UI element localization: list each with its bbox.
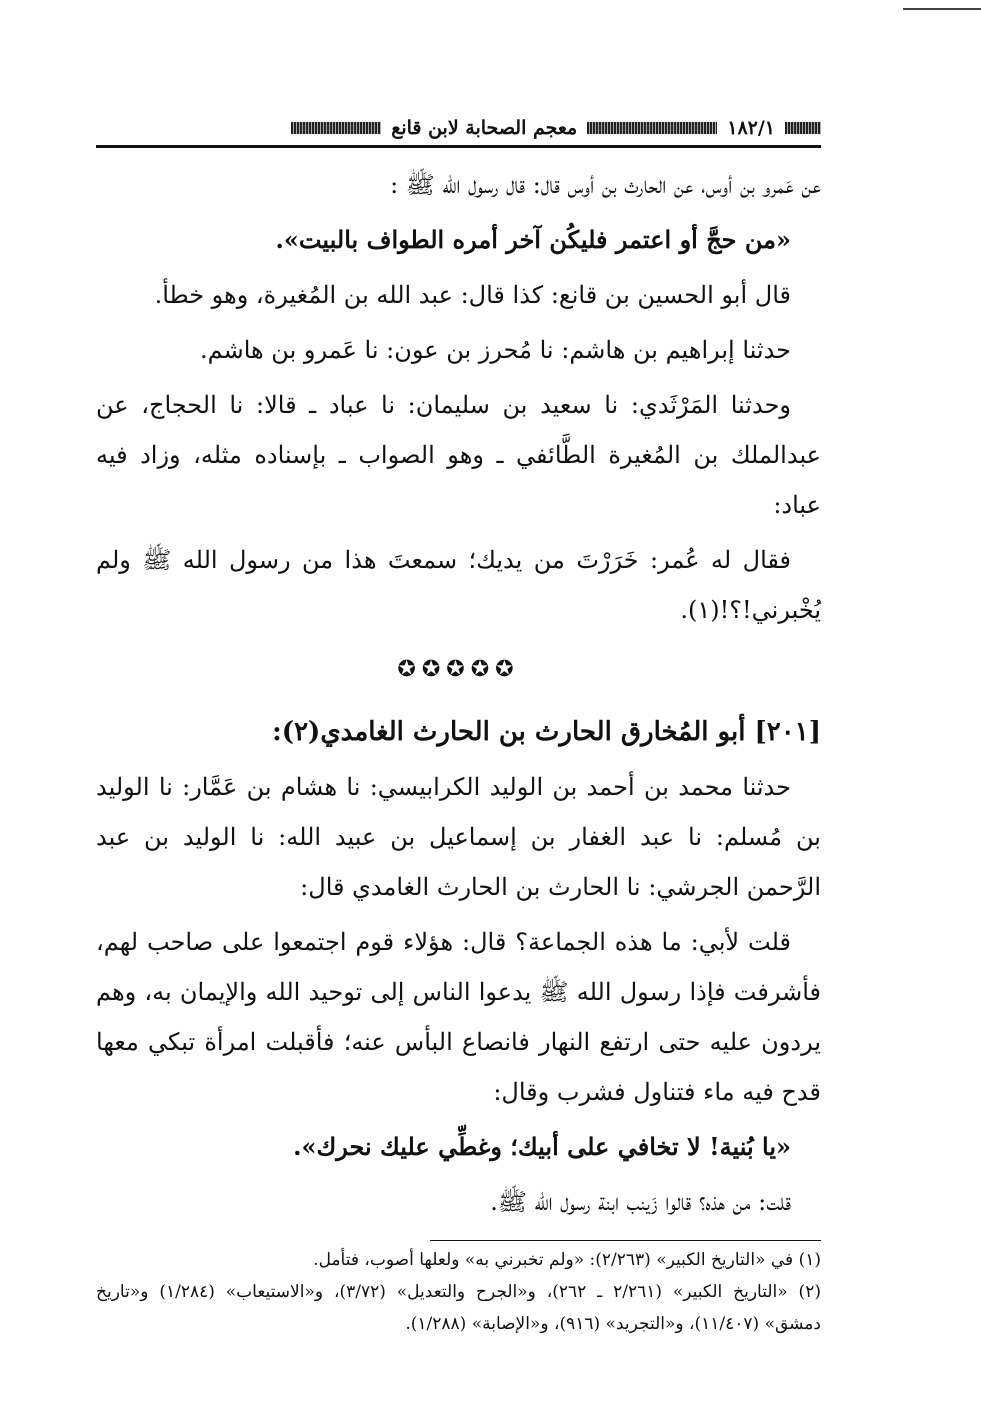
paragraph: قلت: من هذه؟ قالوا زَينب ابنة رسول الله ﷺ. — [490, 1188, 791, 1216]
paragraph: حدثنا إبراهيم بن هاشم: نا مُحرز بن عون: نا عَمرو بن هاشم. — [200, 336, 791, 364]
footnote-rule — [430, 1240, 821, 1241]
header-ornament-bar — [587, 122, 717, 134]
header-ornament-bar — [291, 122, 381, 134]
footnotes — [96, 1244, 821, 1340]
footnote: (١) في «التاريخ الكبير» (٢/٢٦٣): «ولم تخبرني به» ولعلها أصوب، فتأمل. — [313, 1250, 821, 1270]
hadith-quote: «من حجَّ أو اعتمر فليكُن آخر أمره الطواف بالبيت». — [275, 225, 791, 254]
paragraph: قال أبو الحسين بن قانع: كذا قال: عبد الله بن المُغيرة، وهو خطأ. — [154, 281, 791, 309]
hadith-quote: «يا بُنية! لا تخافي على أبيك؛ وغطِّي عليك نحرك». — [293, 1132, 791, 1161]
section-separator: ✪✪✪✪✪ — [397, 657, 520, 682]
entry-title: [٢٠١] أبو المُخارق الحارث بن الحارث الغامدي(٢): — [272, 717, 821, 747]
page-body — [96, 160, 821, 1232]
page-number: ١٨٢/١ — [727, 117, 775, 139]
header-rule — [96, 145, 821, 148]
paragraph: حدثنا محمد بن أحمد بن الوليد الكرابيسي: نا هشام بن عَمَّار: نا الوليد بن مُسلم: نا عبد الغفار بن إسماعيل بن عبيد الله: نا الوليد بن عبد الرَّحمن الجرشي: نا الحارث بن الحارث الغامدي قال: — [96, 773, 821, 901]
paragraph: قلت لأبي: ما هذه الجماعة؟ قال: هؤلاء قوم اجتمعوا على صاحب لهم، فأشرفت فإذا رسول الله ﷺ يدعوا الناس إلى توحيد الله والإيمان به، وهم يردون عليه حتى ارتفع النهار فانصاع البأس عنه؛ فأقبلت امرأة تبكي معها قدح فيه ماء فتناول فشرب وقال: — [96, 928, 822, 1106]
page-header — [96, 112, 821, 144]
top-corner-rule — [903, 8, 981, 10]
footnote: (٢) «التاريخ الكبير» (٢/٢٦١ ـ ٢٦٢)، و«الجرح والتعديل» (٣/٧٢)، و«الاستيعاب» (١/٢٨٤) و«تاريخ دمشق» (١١/٤٠٧)، و«التجريد» (٩١٦)، و«الإصابة» (١/٢٨٨). — [96, 1282, 821, 1334]
paragraph: فقال له عُمر: خَرَرْتَ من يديك؛ سمعتَ هذا من رسول الله ﷺ ولم يُخْبرني!؟!(١). — [96, 546, 821, 624]
paragraph: عن عَمرو بن أوس، عن الحارث بن أوس قال: قال رسول الله ﷺ : — [390, 171, 821, 199]
header-ornament-bar — [785, 122, 821, 134]
paragraph: وحدثنا المَرْثَدي: نا سعيد بن سليمان: نا عباد ـ قالا: نا الحجاج، عن عبدالملك بن المُغيرة الطَّائفي ـ وهو الصواب ـ بإسناده مثله، وزاد فيه عباد: — [96, 391, 821, 519]
book-title: معجم الصحابة لابن قانع — [391, 117, 578, 139]
